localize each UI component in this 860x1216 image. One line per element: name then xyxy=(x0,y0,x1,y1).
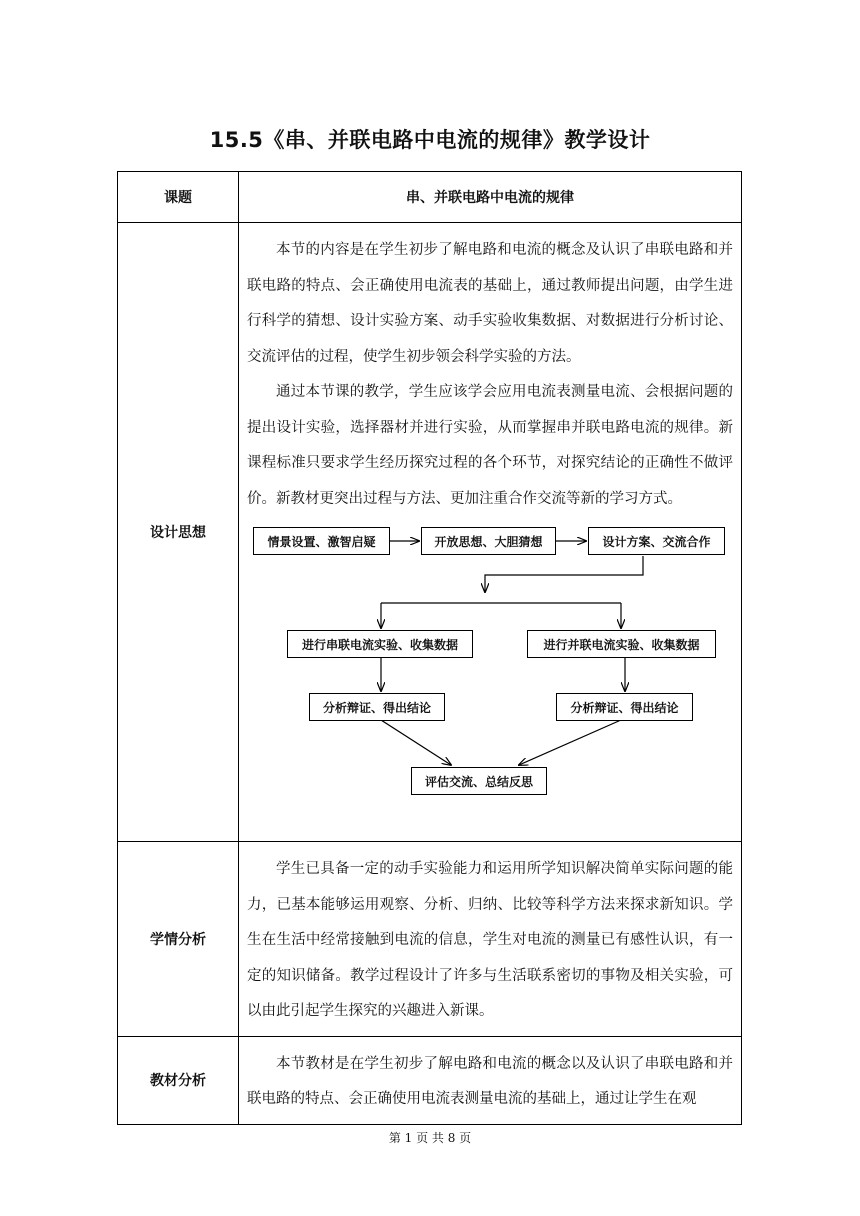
flow-box-design-plan: 设计方案、交流合作 xyxy=(588,527,725,555)
topic-value: 串、并联电路中电流的规律 xyxy=(239,172,742,223)
document-title: 15.5《串、并联电路中电流的规律》教学设计 xyxy=(209,128,651,152)
table-row-material xyxy=(118,1036,742,1124)
material-cell xyxy=(239,1036,742,1124)
material-paragraph: 本节教材是在学生初步了解电路和电流的概念以及认识了串联电路和并联电路的特点、会正确使用电流表测量电流的基础上，通过让学生在观 xyxy=(247,1055,733,1107)
topic-label: 课题 xyxy=(118,172,239,223)
design-cell xyxy=(239,223,742,842)
material-label: 教材分析 xyxy=(118,1036,239,1124)
lesson-design-table xyxy=(117,171,742,1125)
students-label: 学情分析 xyxy=(118,842,239,1037)
table-row-topic xyxy=(118,172,742,223)
flow-box-scenario: 情景设置、激智启疑 xyxy=(253,527,390,555)
table-row-students xyxy=(118,842,742,1037)
arrow-step3-merge xyxy=(485,556,643,592)
table-row-design xyxy=(118,223,742,842)
flow-box-parallel-conclusion: 分析辩证、得出结论 xyxy=(556,693,693,721)
flow-box-hypothesis: 开放思想、大胆猜想 xyxy=(421,527,556,555)
design-label: 设计思想 xyxy=(118,223,239,842)
flowchart xyxy=(251,525,741,825)
flow-box-series-experiment: 进行串联电流实验、收集数据 xyxy=(287,630,473,658)
arrow-series-final xyxy=(381,720,451,765)
flow-box-evaluation: 评估交流、总结反思 xyxy=(411,767,547,795)
students-paragraph: 学生已具备一定的动手实验能力和运用所学知识解决简单实际问题的能力，已基本能够运用观察、分析、归纳、比较等科学方法来探求新知识。学生在生活中经常接触到电流的信息，学生对电流的测量已有感性认识，有一定的知识储备。教学过程设计了许多与生活联系密切的事物及相关实验，可以由此引起学生探究的兴趣进入新课。 xyxy=(247,861,733,1019)
students-cell xyxy=(239,842,742,1037)
flow-box-parallel-experiment: 进行并联电流实验、收集数据 xyxy=(527,630,716,658)
design-paragraph: 通过本节课的教学，学生应该学会应用电流表测量电流、会根据问题的提出设计实验，选择器材并进行实验，从而掌握串并联电路电流的规律。新课程标准只要求学生经历探究过程的各个环节，对探究结论的正确性不做评价。新教材更突出过程与方法、更加注重合作交流等新的学习方式。 xyxy=(247,384,733,507)
design-paragraph: 本节的内容是在学生初步了解电路和电流的概念及认识了串联电路和并联电路的特点、会正确使用电流表的基础上，通过教师提出问题，由学生进行科学的猜想、设计实验方案、动手实验收集数据、对数据进行分析讨论、交流评估的过程，使学生初步领会科学实验的方法。 xyxy=(247,242,733,365)
page-footer: 第 1 页 共 8 页 xyxy=(388,1131,472,1145)
arrow-parallel-final xyxy=(519,720,621,765)
flow-box-series-conclusion: 分析辩证、得出结论 xyxy=(309,693,445,721)
